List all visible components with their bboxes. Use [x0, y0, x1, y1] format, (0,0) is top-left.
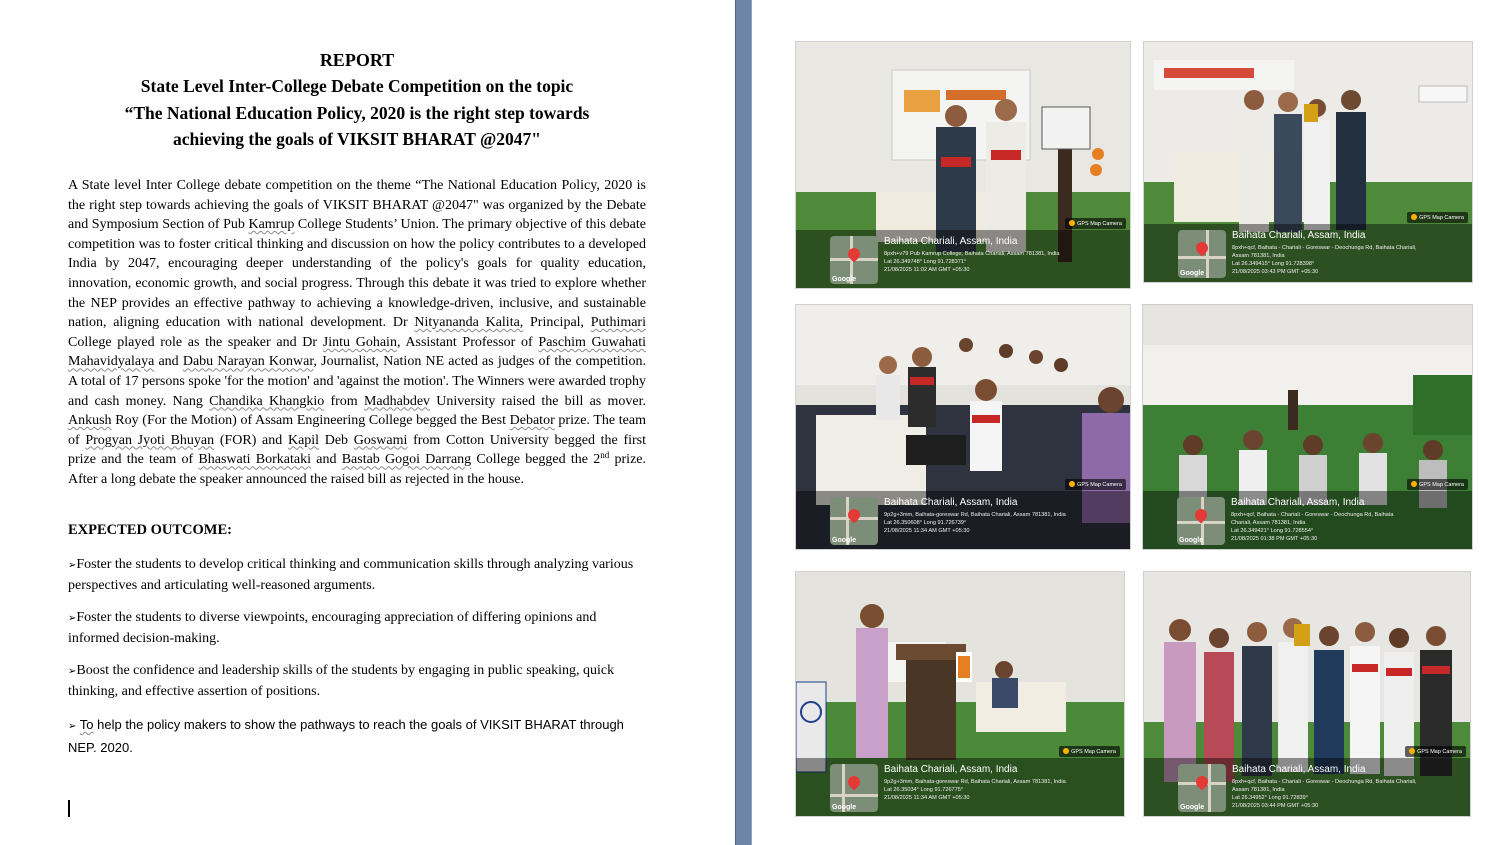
- outcome-item[interactable]: [68, 661, 648, 702]
- gps-address: Chariali, Assam 781381, India: [1231, 520, 1306, 526]
- body-text: University raised the bill as mover.: [430, 393, 646, 409]
- outcome-item-text: Foster the students to develop critical thinking and communication skills through analyzing various perspectives and articulating well-reasoned arguments.: [68, 557, 634, 593]
- gps-badge-text: GPS Map Camera: [1419, 482, 1464, 488]
- gps-address: 8pxh+qcf, Baihata - Chariali - Goreswar - Deochunga Rd, Baihata Chariali,: [1232, 245, 1417, 251]
- gps-coords: Lat 26.350608° Long 91.726739°: [884, 520, 967, 526]
- spell-flag: Paschim Guwahati Mahavidyalaya: [68, 334, 646, 370]
- map-thumbnail-icon: [830, 236, 878, 284]
- gps-time: 21/08/2025 03:43 PM GMT +05:30: [1232, 269, 1319, 275]
- event-photo-1[interactable]: [795, 41, 1131, 289]
- arrow-bullet-icon: ➢: [68, 560, 77, 571]
- body-text: College Students’ Union. The primary objective of this debate competition was to foster critical thinking and discussion on how the policy contributes to a developed India by 2047, encouraging deeper understanding of the policy's goals for quality education, innovation, economic growth, and social progress. Through this debate it was tried to explore whether the NEP provides an effective pathway to achieving a knowledge-driven, inclusive, and sustainable nation, aligning education with national development. Dr: [68, 217, 646, 331]
- gps-location: Baihata Chariali, Assam, India: [884, 764, 1018, 775]
- outcome-item[interactable]: [68, 608, 648, 649]
- google-label: Google: [1180, 270, 1205, 277]
- map-thumbnail-icon: [830, 764, 878, 812]
- report-title-line-2: “The National Education Policy, 2020 is the right step towards: [124, 102, 590, 123]
- spell-flag: To: [79, 717, 94, 732]
- spell-flag: Debator: [509, 413, 555, 429]
- gps-location: Baihata Chariali, Assam, India: [1232, 230, 1366, 241]
- event-photo-3[interactable]: [795, 304, 1131, 550]
- map-thumbnail-icon: [1178, 764, 1226, 812]
- gps-time: 21/08/2025 11:34 AM GMT +05:30: [884, 528, 970, 534]
- event-photo-2[interactable]: [1143, 41, 1473, 283]
- report-title-line-3: achieving the goals of VIKSIT BHARAT @2047": [173, 129, 541, 149]
- gps-address: Assam 781381, India: [1232, 787, 1285, 793]
- gps-stamp: [796, 749, 1124, 816]
- spell-flag: Chandika Khangkio: [209, 393, 325, 409]
- page-gutter: [735, 0, 752, 845]
- spell-flag: Nityananda Kalita,: [414, 315, 524, 331]
- body-text: Principal,: [523, 315, 591, 331]
- gps-camera-icon: [1411, 214, 1417, 220]
- spell-flag: Madhabdev: [363, 393, 431, 409]
- gps-badge: [1407, 212, 1468, 223]
- gps-coords: Lat 26.349748° Long 91.728371°: [884, 259, 967, 265]
- google-label: Google: [832, 537, 857, 544]
- gps-camera-icon: [1069, 481, 1075, 487]
- body-text: , Assistant Professor of: [396, 334, 539, 350]
- spell-flag: Dabu Narayan Konwar: [182, 354, 314, 370]
- arrow-bullet-icon: ➢: [68, 666, 77, 677]
- google-label: Google: [1179, 537, 1204, 544]
- spell-flag: Kapil: [287, 432, 320, 448]
- spell-flag: Bastab Gogoi Darrang: [341, 452, 472, 468]
- gps-stamp: [796, 221, 1130, 288]
- body-text: from: [324, 393, 364, 409]
- gps-camera-icon: [1409, 748, 1415, 754]
- google-label: Google: [1180, 804, 1205, 811]
- gps-location: Baihata Chariali, Assam, India: [1231, 497, 1365, 508]
- body-text: College played role as the speaker and Dr: [68, 334, 323, 350]
- spell-flag: Progyan Jyoti Bhuyan: [85, 432, 215, 448]
- body-text: (FOR) and: [214, 432, 288, 448]
- gps-badge: [1059, 746, 1120, 757]
- document-page-right[interactable]: [752, 0, 1504, 845]
- body-text: from Cotton University begged the first prize and the team of: [68, 432, 646, 468]
- map-thumbnail-icon: [1177, 497, 1225, 545]
- spell-flag: Jintu Gohain: [322, 334, 397, 350]
- google-label: Google: [832, 804, 857, 811]
- gps-address: Assam 781381, India: [1232, 253, 1285, 259]
- gps-badge: [1065, 218, 1126, 229]
- text-cursor: [68, 800, 70, 817]
- body-text: , Journalist, Nation NE acted as judges of the competition. A total of 17 persons spoke 'for the motion' and 'against the motion'. The Winners were awarded trophy and cash money. Nang: [68, 354, 647, 409]
- gps-address: 8pxh+v79 Pub Kamrup College, Baihata Chariali, Assam 781381, India: [884, 251, 1060, 257]
- gps-camera-icon: [1063, 748, 1069, 754]
- gps-badge-text: GPS Map Camera: [1417, 749, 1462, 755]
- map-pin-icon: [846, 774, 863, 791]
- report-title-line-1: State Level Inter-College Debate Competition on the topic: [140, 76, 574, 96]
- body-text: A State level Inter College debate competition on the theme “The National Education Policy, 2020 is the right step towards achieving the goals of VIKSIT BHARAT @2047" was organized by the Debate and Symposium Section of Pub: [68, 178, 646, 233]
- google-label: Google: [832, 276, 857, 283]
- event-photo-5[interactable]: [795, 571, 1125, 817]
- gps-address: 9p2g+3mm, Baihata-goreswar Rd, Baihata Chariali, Assam 781381, India: [884, 779, 1066, 785]
- spell-flag: Kamrup: [248, 217, 295, 233]
- outcome-item-text: Boost the confidence and leadership skills of the students by engaging in public speaking, quick thinking, and effective assertion of positions.: [68, 663, 615, 699]
- gps-coords: Lat 26.34952° Long 91.72839°: [1232, 795, 1309, 801]
- gps-badge-text: GPS Map Camera: [1077, 221, 1122, 227]
- gps-time: 21/08/2025 11:02 AM GMT +05:30: [884, 267, 970, 273]
- event-photo-4[interactable]: [1142, 304, 1473, 550]
- gps-camera-icon: [1411, 481, 1417, 487]
- body-text: and: [310, 452, 342, 468]
- gps-badge: [1405, 746, 1466, 757]
- gps-badge-text: GPS Map Camera: [1071, 749, 1116, 755]
- gps-address: 8pxh+qcf, Baihata - Chariali - Goreswar - Deochunga Rd, Baihata: [1231, 512, 1394, 518]
- report-body-paragraph[interactable]: [68, 176, 646, 490]
- outcome-item-text: help the policy makers to show the pathways to reach the goals of VIKSIT BHARAT through NEP. 2020.: [68, 717, 624, 755]
- gps-stamp: [796, 482, 1130, 549]
- gps-location: Baihata Chariali, Assam, India: [1232, 764, 1366, 775]
- arrow-bullet-icon: ➢: [68, 721, 77, 732]
- body-text: prize. The team of: [68, 413, 646, 448]
- report-heading: REPORT: [319, 50, 395, 70]
- gps-coords: Lat 26.349421° Long 91.728554°: [1231, 528, 1314, 534]
- map-thumbnail-icon: [1178, 230, 1226, 278]
- spell-flag: Goswami: [353, 432, 408, 448]
- gps-location: Baihata Chariali, Assam, India: [884, 497, 1018, 508]
- outcome-item[interactable]: [68, 714, 648, 758]
- gps-badge-text: GPS Map Camera: [1077, 482, 1122, 488]
- arrow-bullet-icon: ➢: [68, 613, 77, 624]
- body-text: College begged the 2: [471, 452, 601, 468]
- gps-time: 21/08/2025 03:44 PM GMT +05:30: [1232, 803, 1319, 809]
- gps-stamp: [1144, 215, 1472, 282]
- superscript: nd: [600, 450, 610, 461]
- gps-badge: [1065, 479, 1126, 490]
- document-page-left[interactable]: [0, 0, 735, 845]
- gps-address: 9p2g+3mm, Baihata-goreswar Rd, Baihata Chariali, Assam 781381, India: [884, 512, 1066, 518]
- gps-address: 8pxh+qcf, Baihata - Chariali - Goreswar - Deochunga Rd, Baihata Chariali,: [1232, 779, 1417, 785]
- body-text: Deb: [319, 432, 354, 448]
- outcome-item-text: Foster the students to diverse viewpoints, encouraging appreciation of differing opinions and informed decision-making.: [68, 610, 597, 646]
- outcome-heading: EXPECTED OUTCOME:: [68, 522, 232, 538]
- spell-flag: Ankush: [68, 413, 112, 429]
- map-thumbnail-icon: [830, 497, 878, 545]
- spell-flag: Bhaswati Borkataki: [198, 452, 311, 468]
- gps-time: 21/08/2025 11:34 AM GMT +05:30: [884, 795, 970, 801]
- gps-badge: [1407, 479, 1468, 490]
- body-text: and: [154, 354, 183, 370]
- report-title-block: [68, 48, 646, 153]
- outcome-item[interactable]: [68, 555, 648, 596]
- gps-camera-icon: [1069, 220, 1075, 226]
- gps-coords: Lat 26.35034° Long 91.726775°: [884, 787, 964, 793]
- event-photo-6[interactable]: [1143, 571, 1471, 817]
- gps-stamp: [1143, 482, 1472, 549]
- spell-flag: Puthimari: [590, 315, 646, 331]
- gps-stamp: [1144, 749, 1470, 816]
- body-text: Roy (For the Motion) of Assam Engineering College begged the Best: [111, 413, 510, 429]
- gps-time: 21/08/2025 01:38 PM GMT +05:30: [1231, 536, 1318, 542]
- gps-badge-text: GPS Map Camera: [1419, 215, 1464, 221]
- gps-coords: Lat 26.349415° Long 91.728398°: [1232, 261, 1315, 267]
- gps-location: Baihata Chariali, Assam, India: [884, 236, 1018, 247]
- body-text: prize. After a long debate the speaker announced the raised bill as rejected in the house.: [68, 452, 646, 487]
